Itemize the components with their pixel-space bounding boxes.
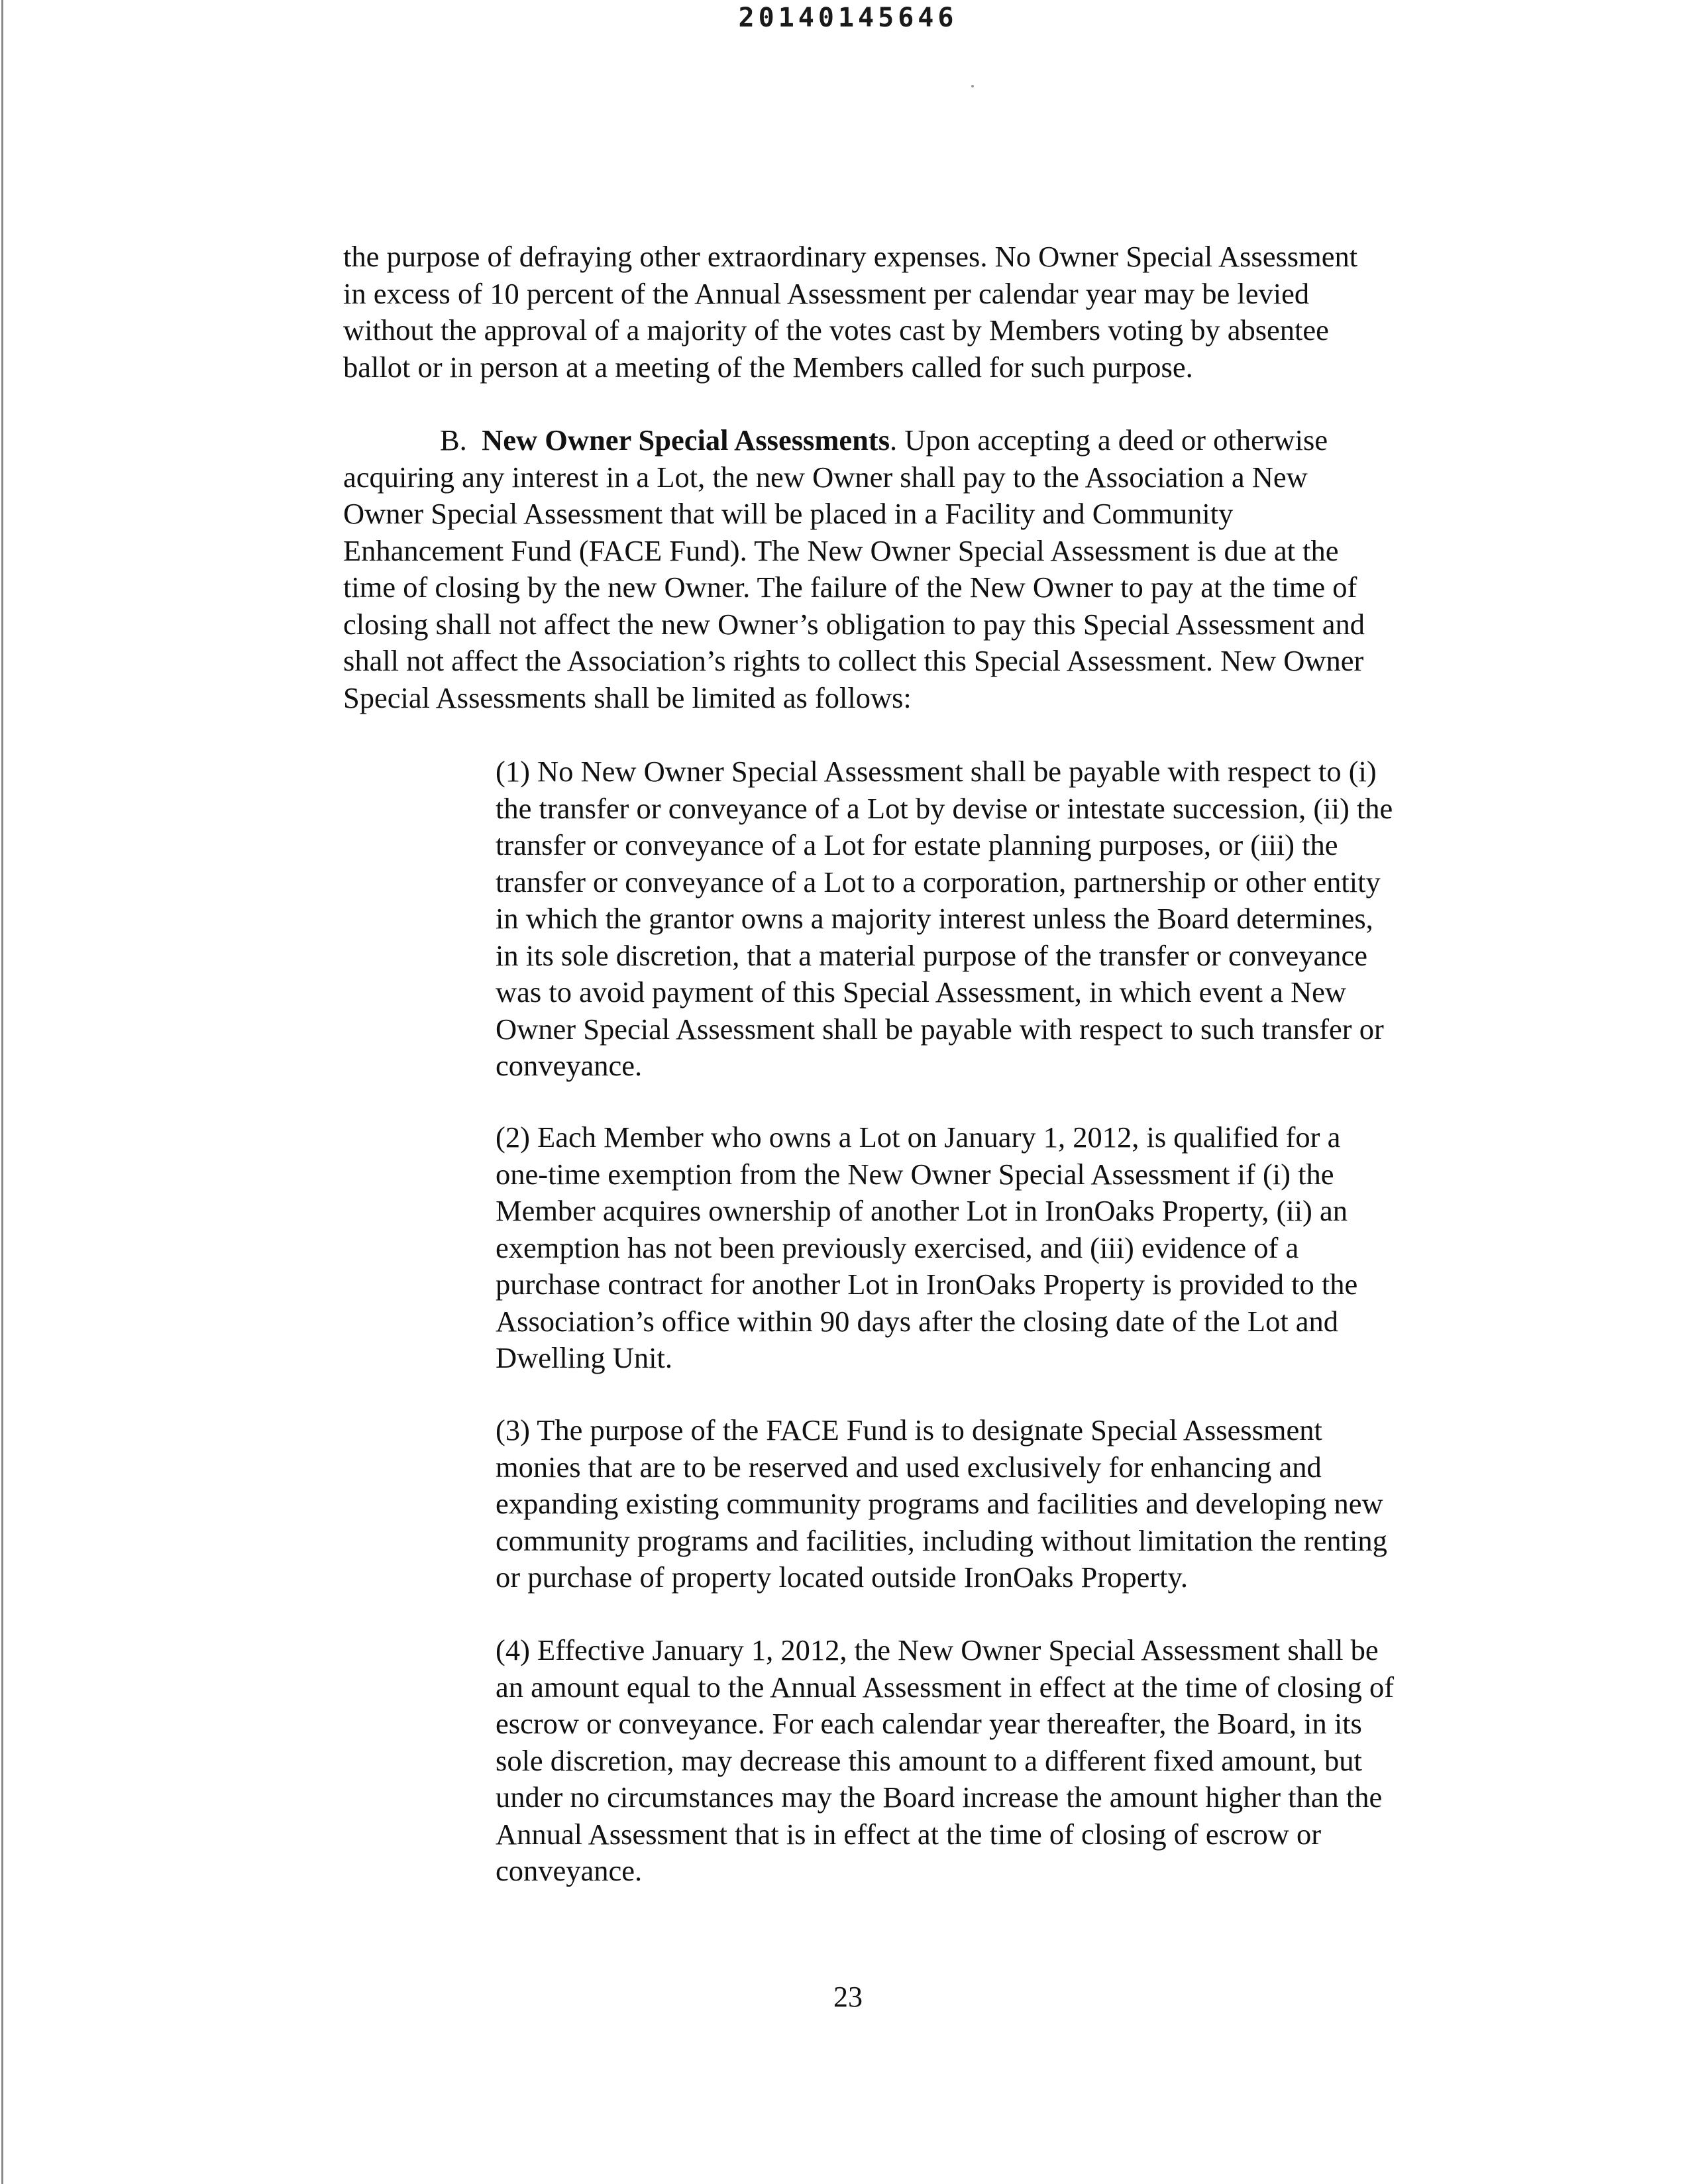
text-line: Member acquires ownership of another Lot in IronOaks Property, (ii) an (496, 1194, 1348, 1227)
document-number: 20140145646 (738, 3, 958, 33)
text-line: or purchase of property located outside IronOaks Property. (496, 1560, 1189, 1594)
text-line: without the approval of a majority of the votes cast by Members voting by absentee (343, 313, 1329, 347)
text-line: (2) Each Member who owns a Lot on January 1, 2012, is qualified for a (496, 1120, 1341, 1154)
scan-edge-rule (1, 0, 3, 2184)
text-line: an amount equal to the Annual Assessment in effect at the time of closing of (496, 1670, 1395, 1704)
text-line: transfer or conveyance of a Lot to a corporation, partnership or other entity (496, 865, 1381, 899)
text-line: sole discretion, may decrease this amount to a different fixed amount, but (496, 1743, 1362, 1777)
list-item-2 (496, 1119, 1496, 1377)
text-line: Association’s office within 90 days after the closing date of the Lot and (496, 1304, 1339, 1338)
text-line: Annual Assessment that is in effect at the time of closing of escrow or (496, 1817, 1322, 1851)
page-number: 23 (833, 1981, 863, 2013)
text-line: (1) No New Owner Special Assessment shall be payable with respect to (i) (496, 755, 1377, 788)
text-line: expanding existing community programs and facilities and developing new (496, 1487, 1383, 1520)
text-line: . Upon accepting a deed or otherwise (890, 423, 1328, 457)
text-line: conveyance. (496, 1854, 643, 1887)
intro-paragraph (343, 239, 1503, 386)
list-item-4 (496, 1632, 1496, 1890)
text-line: one-time exemption from the New Owner Special Assessment if (i) the (496, 1157, 1334, 1191)
text-line: shall not affect the Association’s rights to collect this Special Assessment. New Owner (343, 644, 1364, 677)
text-line: ballot or in person at a meeting of the Members called for such purpose. (343, 350, 1193, 384)
text-line: in its sole discretion, that a material purpose of the transfer or conveyance (496, 938, 1367, 972)
text-line: (3) The purpose of the FACE Fund is to designate Special Assessment (496, 1413, 1322, 1447)
text-line: purchase contract for another Lot in IronOaks Property is provided to the (496, 1268, 1358, 1301)
text-line: monies that are to be reserved and used exclusively for enhancing and (496, 1450, 1322, 1484)
text-line: closing shall not affect the new Owner’s obligation to pay this Special Assessment and (343, 607, 1365, 641)
text-line: exemption has not been previously exercised, and (iii) evidence of a (496, 1230, 1299, 1264)
text-line: time of closing by the new Owner. The failure of the New Owner to pay at the time of (343, 571, 1357, 604)
text-line: conveyance. (496, 1049, 643, 1082)
list-item-1 (496, 753, 1496, 1085)
section-marker: B. (440, 423, 467, 457)
text-line: in which the grantor owns a majority interest unless the Board determines, (496, 902, 1373, 935)
section-heading: New Owner Special Assessments (482, 423, 890, 457)
text-line: Owner Special Assessment shall be payable with respect to such transfer or (496, 1012, 1384, 1046)
section-b-paragraph (343, 422, 1503, 716)
text-line: Dwelling Unit. (496, 1341, 672, 1374)
text-line: in excess of 10 percent of the Annual Assessment per calendar year may be levied (343, 276, 1310, 310)
scan-speck (971, 85, 974, 87)
text-line: Enhancement Fund (FACE Fund). The New Owner Special Assessment is due at the (343, 533, 1339, 567)
text-line: (4) Effective January 1, 2012, the New Owner Special Assessment shall be (496, 1633, 1379, 1666)
text-line: Owner Special Assessment that will be placed in a Facility and Community (343, 497, 1234, 530)
text-line: the purpose of defraying other extraordinary expenses. No Owner Special Assessment (343, 240, 1358, 273)
text-line: under no circumstances may the Board increase the amount higher than the (496, 1780, 1383, 1814)
text-line: transfer or conveyance of a Lot for estate planning purposes, or (iii) the (496, 828, 1338, 861)
text-line: community programs and facilities, including without limitation the renting (496, 1523, 1387, 1557)
text-line: Special Assessments shall be limited as follows: (343, 681, 912, 714)
text-line: escrow or conveyance. For each calendar year thereafter, the Board, in its (496, 1707, 1362, 1740)
text-line: the transfer or conveyance of a Lot by devise or intestate succession, (ii) the (496, 791, 1393, 825)
text-line: acquiring any interest in a Lot, the new Owner shall pay to the Association a New (343, 460, 1308, 494)
list-item-3 (496, 1412, 1496, 1596)
section-b-first-line (343, 422, 1503, 459)
text-line: was to avoid payment of this Special Assessment, in which event a New (496, 975, 1347, 1009)
